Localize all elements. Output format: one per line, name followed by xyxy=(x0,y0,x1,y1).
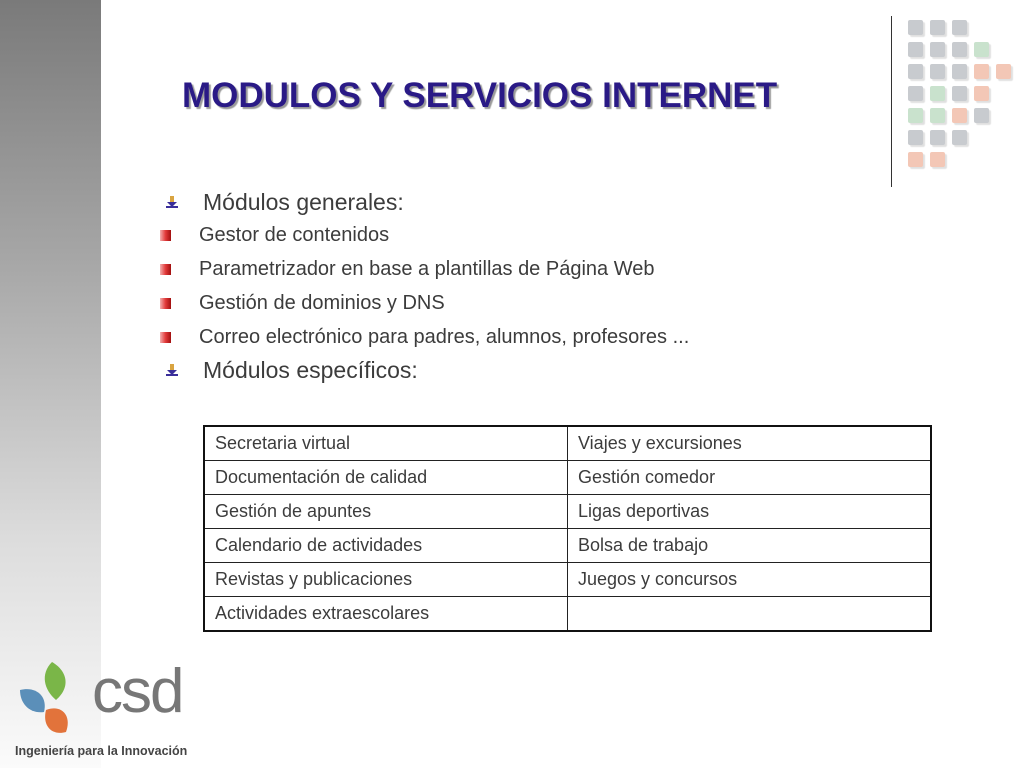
decorative-square xyxy=(974,108,989,123)
decorative-square xyxy=(930,152,945,167)
slide-title: MODULOS Y SERVICIOS INTERNET xyxy=(182,76,778,115)
decorative-square xyxy=(952,108,967,123)
table-cell: Revistas y publicaciones xyxy=(204,563,568,597)
decorative-square xyxy=(930,42,945,57)
modules-table xyxy=(203,425,932,632)
bullet-list xyxy=(160,186,689,386)
decorative-squares-grid xyxy=(906,18,1018,176)
decorative-square xyxy=(930,108,945,123)
table-cell: Ligas deportivas xyxy=(568,495,932,529)
decorative-square xyxy=(952,86,967,101)
sub-bullet-item xyxy=(117,320,689,354)
red-square-bullet-icon xyxy=(160,298,171,309)
table-row xyxy=(204,597,931,632)
bullet-item-specific xyxy=(160,354,689,386)
decorative-square xyxy=(930,64,945,79)
decorative-square xyxy=(974,86,989,101)
bullet-label: Módulos generales: xyxy=(203,189,404,215)
left-gradient-band xyxy=(0,0,101,768)
decorative-square xyxy=(908,42,923,57)
table-row xyxy=(204,426,931,461)
table-cell: Gestión comedor xyxy=(568,461,932,495)
sub-bullet-label: Correo electrónico para padres, alumnos, profesores ... xyxy=(199,326,690,348)
title-divider-line xyxy=(891,16,892,187)
decorative-square xyxy=(908,152,923,167)
decorative-square xyxy=(974,64,989,79)
table-cell: Juegos y concursos xyxy=(568,563,932,597)
red-square-bullet-icon xyxy=(160,332,171,343)
sub-bullet-label: Gestor de contenidos xyxy=(199,224,390,246)
table-row xyxy=(204,563,931,597)
bullet-item-general xyxy=(160,186,689,218)
decorative-square xyxy=(908,108,923,123)
decorative-square xyxy=(930,86,945,101)
table-cell: Documentación de calidad xyxy=(204,461,568,495)
decorative-square xyxy=(930,130,945,145)
bullet-label: Módulos específicos: xyxy=(203,357,418,383)
decorative-square xyxy=(952,42,967,57)
table-cell: Viajes y excursiones xyxy=(568,426,932,461)
table-row xyxy=(204,529,931,563)
table-cell: Actividades extraescolares xyxy=(204,597,568,632)
table-cell: Gestión de apuntes xyxy=(204,495,568,529)
sub-bullet-label: Parametrizador en base a plantillas de Página Web xyxy=(199,258,655,280)
decorative-square xyxy=(996,64,1011,79)
decorative-square xyxy=(908,130,923,145)
decorative-square xyxy=(974,42,989,57)
sub-bullet-item xyxy=(117,252,689,286)
leaves-logo-icon xyxy=(14,660,84,742)
sub-bullet-list xyxy=(160,218,689,354)
decorative-square xyxy=(952,64,967,79)
decorative-square xyxy=(908,20,923,35)
arrow-down-bullet-icon xyxy=(166,364,178,376)
sub-bullet-item xyxy=(117,286,689,320)
decorative-square xyxy=(952,130,967,145)
decorative-square xyxy=(908,64,923,79)
sub-list-wrapper xyxy=(160,218,689,354)
decorative-square xyxy=(952,20,967,35)
table-cell: Secretaria virtual xyxy=(204,426,568,461)
red-square-bullet-icon xyxy=(160,230,171,241)
arrow-down-bullet-icon xyxy=(166,196,178,208)
table-cell: Bolsa de trabajo xyxy=(568,529,932,563)
sub-bullet-label: Gestión de dominios y DNS xyxy=(199,292,445,314)
sub-bullet-item xyxy=(117,218,689,252)
red-square-bullet-icon xyxy=(160,264,171,275)
table-row xyxy=(204,495,931,529)
table-cell: Calendario de actividades xyxy=(204,529,568,563)
logo-tagline: Ingeniería para la Innovación xyxy=(15,744,188,758)
logo-text: csd xyxy=(92,657,183,726)
table-cell xyxy=(568,597,932,632)
decorative-square xyxy=(930,20,945,35)
decorative-square xyxy=(908,86,923,101)
table-row xyxy=(204,461,931,495)
